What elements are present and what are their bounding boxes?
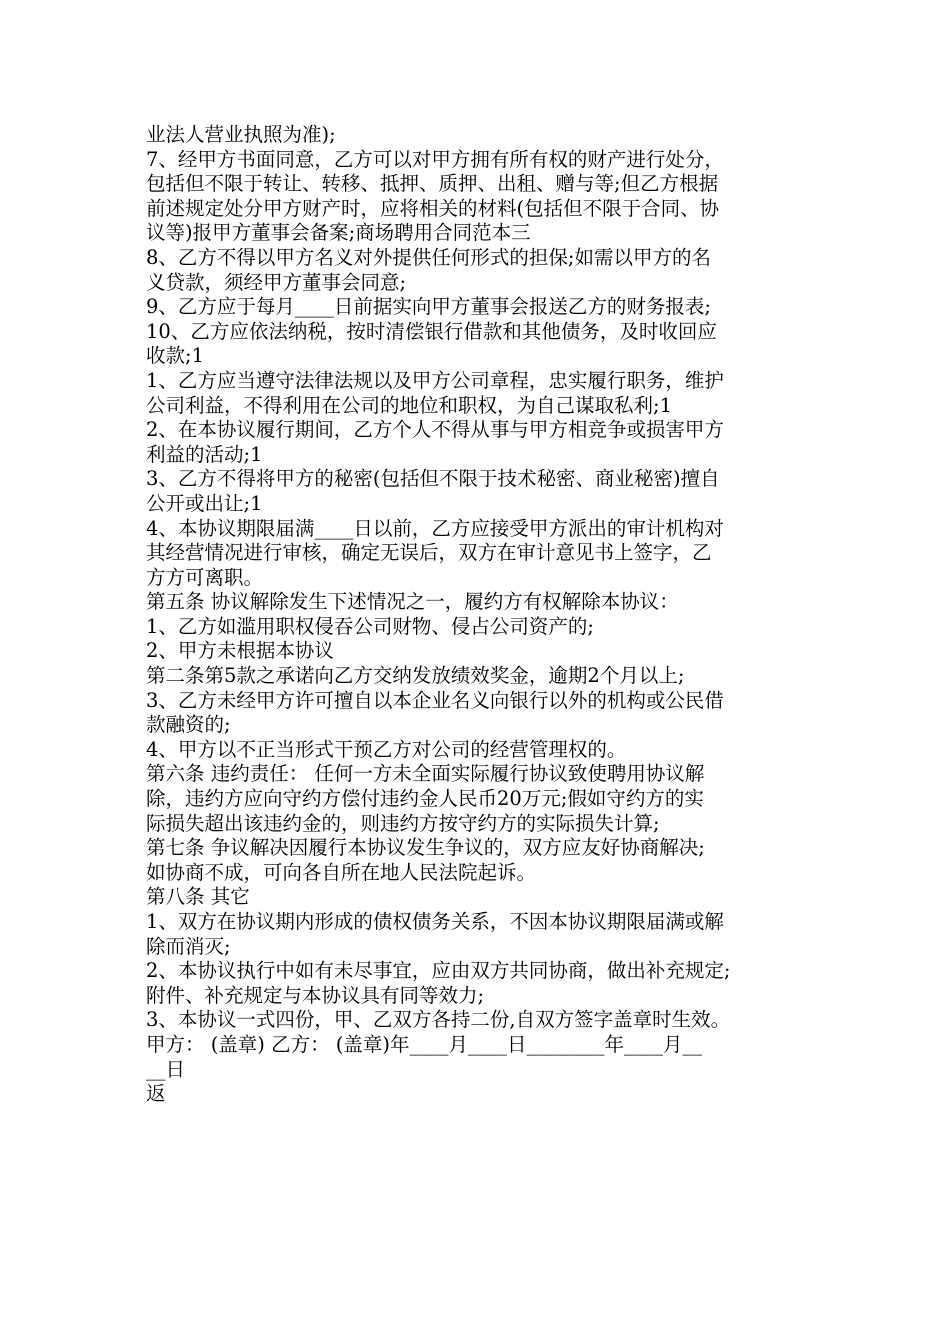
text-line: 1、双方在协议期内形成的债权债务关系，不因本协议期限届满或解 xyxy=(146,910,724,933)
text-line: 利益的活动;1 xyxy=(146,442,263,466)
document-body xyxy=(146,123,826,1107)
text-line: 10、乙方应依法纳税，按时清偿银行借款和其他债务，及时收回应 xyxy=(146,319,717,343)
text-line: 前述规定处分甲方财产时，应将相关的材料(包括但不限于合同、协 xyxy=(146,196,720,220)
text-line: 2、在本协议履行期间，乙方个人不得从事与甲方相竞争或损害甲方 xyxy=(146,418,724,442)
section-heading: 第五条 协议解除发生下述情况之一，履约方有权解除本协议： xyxy=(146,590,679,614)
text-line: 收款;1 xyxy=(146,344,204,368)
text-line: 2、甲方未根据本协议 xyxy=(146,639,334,663)
section-heading: 第六条 违约责任： 任何一方未全面实际履行协议致使聘用协议解 xyxy=(146,762,705,786)
text-line: 业法人营业执照为准); xyxy=(146,123,336,146)
text-line: 4、本协议期限届满____日以前，乙方应接受甲方派出的审计机构对 xyxy=(146,516,724,540)
text-line: 议等)报甲方董事会备案;商场聘用合同范本三 xyxy=(146,221,531,245)
text-line: 1、乙方如滥用职权侵吞公司财物、侵占公司资产的; xyxy=(146,614,594,638)
text-line: 返 xyxy=(146,1082,166,1106)
text-line: 包括但不限于转让、转移、抵押、质押、出租、赠与等;但乙方根据 xyxy=(146,172,719,196)
text-line: 除，违约方应向守约方偿付违约金人民币20万元;假如守约方的实 xyxy=(146,787,704,811)
text-line: 款融资的; xyxy=(146,713,231,737)
text-line: 公司利益，不得利用在公司的地位和职权，为自己谋取私利;1 xyxy=(146,393,672,417)
text-line: 方方可离职。 xyxy=(146,565,264,589)
section-heading: 第八条 其它 xyxy=(146,885,250,909)
text-line: 9、乙方应于每月____日前据实向甲方董事会报送乙方的财务报表; xyxy=(146,295,711,319)
text-line: 际损失超出该违约金的，则违约方按守约方的实际损失计算; xyxy=(146,811,660,835)
text-line: 第二条第5款之承诺向乙方交纳发放绩效奖金，逾期2个月以上; xyxy=(146,664,685,688)
text-line: 1、乙方应当遵守法律法规以及甲方公司章程，忠实履行职务，维护 xyxy=(146,368,724,392)
text-line: 8、乙方不得以甲方名义对外提供任何形式的担保;如需以甲方的名 xyxy=(146,245,711,269)
section-heading: 第七条 争议解决因履行本协议发生争议的，双方应友好协商解决; xyxy=(146,836,705,860)
text-line: 如协商不成，可向各自所在地人民法院起诉。 xyxy=(146,860,537,884)
signature-line: 甲方： (盖章) 乙方： (盖章)年____月____日________年____月__ xyxy=(146,1032,703,1056)
text-line: 3、乙方不得将甲方的秘密(包括但不限于技术秘密、商业秘密)擅自 xyxy=(146,467,720,491)
text-line: 3、本协议一式四份，甲、乙双方各持二份,自双方签字盖章时生效。 xyxy=(146,1008,731,1032)
text-line: 3、乙方未经甲方许可擅自以本企业名义向银行以外的机构或公民借 xyxy=(146,688,724,712)
text-line: 7、经甲方书面同意，乙方可以对甲方拥有所有权的财产进行处分， xyxy=(146,147,724,171)
text-line: 其经营情况进行审核，确定无误后，双方在审计意见书上签字，乙 xyxy=(146,541,712,565)
signature-line: __日 xyxy=(146,1057,186,1081)
text-line: 义贷款，须经甲方董事会同意; xyxy=(146,270,407,294)
text-line: 附件、补充规定与本协议具有同等效力; xyxy=(146,983,485,1007)
text-line: 2、本协议执行中如有未尽事宜，应由双方共同协商，做出补充规定; xyxy=(146,959,731,983)
text-line: 4、甲方以不正当形式干预乙方对公司的经营管理权的。 xyxy=(146,737,627,761)
text-line: 除而消灭; xyxy=(146,934,231,958)
text-line: 公开或出让;1 xyxy=(146,491,263,515)
